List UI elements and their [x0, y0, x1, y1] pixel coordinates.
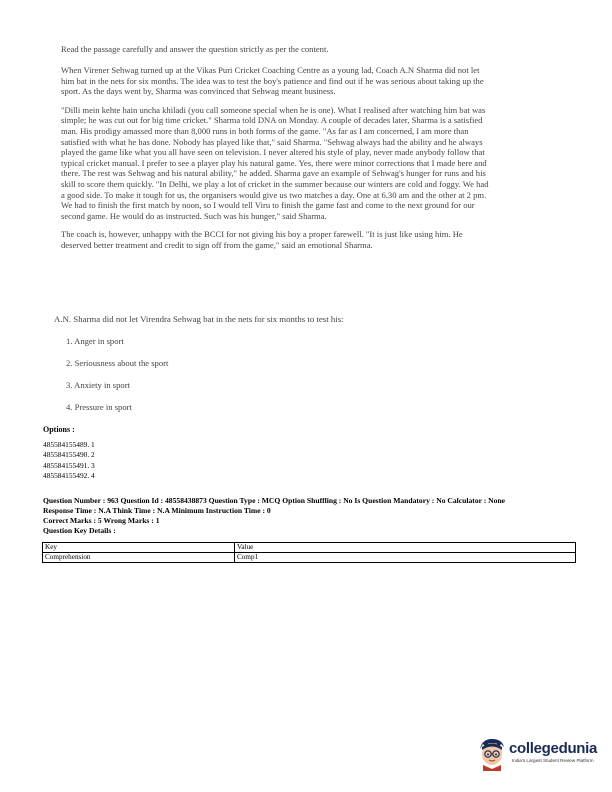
question-meta: [43, 496, 578, 536]
question-info-line: Question Number : 963 Question Id : 48558438873 Question Type : MCQ Option Shuffling : No Is Question Mandatory : No Calculator : None: [43, 496, 506, 505]
choice-4: 4. Pressure in sport: [66, 402, 132, 412]
marks-info-line: Correct Marks : 5 Wrong Marks : 1: [43, 515, 160, 525]
options-title: Options :: [43, 425, 75, 434]
mascot-face-icon: [474, 735, 510, 771]
passage-instruction: Read the passage carefully and answer the question strictly as per the content.: [61, 44, 329, 54]
passage-paragraph-2: "Dilli mein kehte hain uncha khiladi (you call someone special when he is one). What I realised after watching him bat was simple; he was cut out for big time cricket." Sharma told DNA on Monday. A couple of decades later, Sharma is a satisfied man. His prodigy amassed more than 8,000 runs in both forms of the game. "As far as I am concerned, I am more than satisfied with what he has done. Nobody has played like that," said Sharma. "Sehwag always had the ability and he always played the game like what you all have seen on television. I never altered his style of play, never made anybody follow that typical cricket manual. I prefer to see a player play his natural game. Yes, there were minor corrections that I made here and there. The rest was Sehwag and his natural ability," he added. Sharma gave an example of Sehwag's hunger for runs and his skill to score them quickly. "In Delhi, we play a lot of cricket in the summer because our winters are cold and foggy. We had a good side. To make it tough for us, the organisers would give us two matches a day. One at 6.30 am and the other at 2 pm. We had to finish the first match by noon, so I would tell Viru to finish the game fast and come to the next ground for our second game. He would do as instructed. Such was his hunger," said Sharma.: [61, 104, 489, 221]
question-text: A.N. Sharma did not let Virendra Sehwag bat in the nets for six months to test his:: [54, 314, 344, 324]
table-cell-key: Comprehension: [43, 553, 235, 563]
choice-3: 3. Anxiety in sport: [66, 380, 130, 390]
logo-wordmark: collegedunia: [509, 740, 598, 757]
table-header-key: Key: [43, 543, 235, 553]
option-id-1: 485584155489. 1: [43, 440, 95, 449]
time-info-line: Response Time : N.A Think Time : N.A Minimum Instruction Time : 0: [43, 505, 271, 515]
logo-tagline: India's Largest Student Review Platform: [512, 758, 594, 763]
option-id-4: 485584155492. 4: [43, 471, 95, 481]
table-header-value: Value: [235, 543, 576, 553]
question: [54, 314, 484, 424]
key-details-table: [42, 542, 576, 563]
table-cell-value: Comp1: [235, 553, 576, 563]
passage: [61, 44, 491, 259]
passage-paragraph-3: The coach is, however, unhappy with the BCCI for not giving his boy a proper farewell. "It is just like using him. He deserved better treatment and credit to sign off from the game," said an emotional Sharma.: [61, 229, 463, 250]
choice-1: 1. Anger in sport: [66, 336, 124, 346]
options-list: [43, 425, 95, 482]
key-details-heading: Question Key Details :: [43, 525, 116, 535]
choice-2: 2. Seriousness about the sport: [66, 358, 169, 368]
table-header-row: [43, 543, 576, 553]
option-id-2: 485584155490. 2: [43, 450, 95, 460]
passage-paragraph-1: When Virener Sehwag turned up at the Vikas Puri Cricket Coaching Centre as a young lad, Coach A.N Sharma did not let him bat in the nets for six months. The idea was to test the boy's patience and find out if he was serious about taking up the sport. As the days went by, Sharma was convinced that Sehwag meant business.: [61, 65, 484, 97]
table-row: [43, 553, 576, 563]
option-id-3: 485584155491. 3: [43, 460, 95, 470]
collegedunia-logo: [474, 735, 606, 771]
